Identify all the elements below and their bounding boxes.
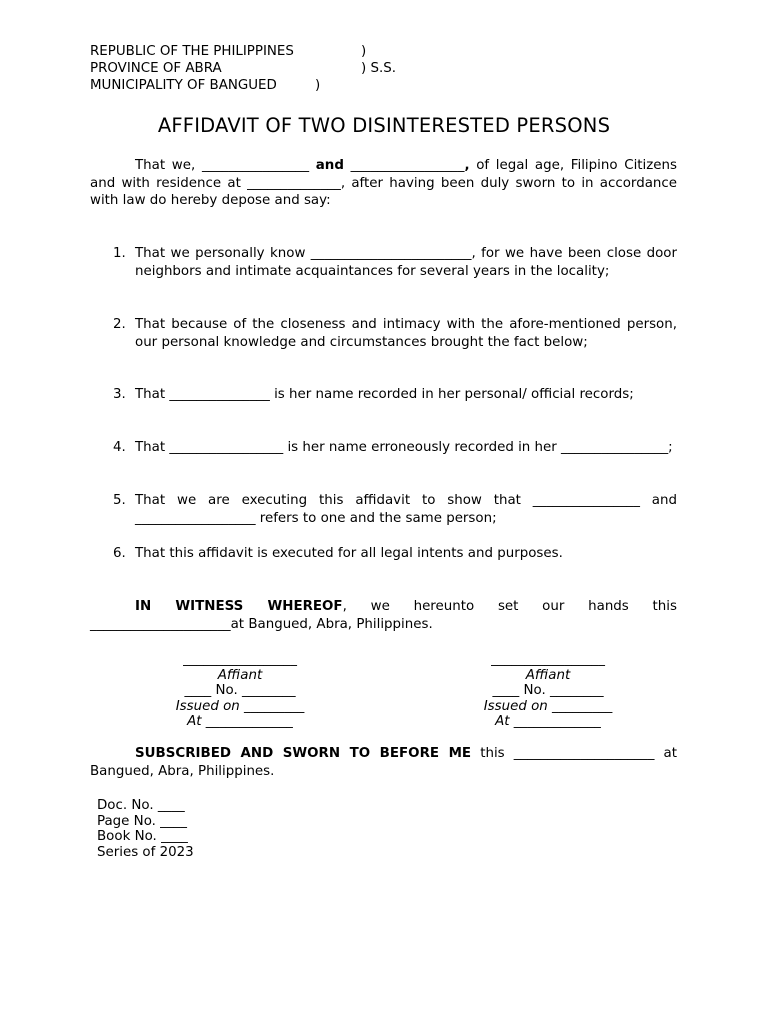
issued-at-line: At _____________ bbox=[495, 714, 601, 729]
subscribed-paragraph: SUBSCRIBED AND SWORN TO BEFORE ME this _____________________ at Bangued, Abra, Philippines. bbox=[90, 746, 677, 779]
affiant-label: Affiant bbox=[525, 667, 571, 683]
issued-at-line: At _____________ bbox=[187, 714, 293, 729]
venue-block bbox=[90, 43, 396, 94]
affiant-signature-right bbox=[448, 652, 648, 730]
doc-number: Doc. No. ____ bbox=[97, 798, 185, 813]
book-number: Book No. ____ bbox=[97, 829, 188, 845]
signature-line: _________________ bbox=[491, 652, 605, 667]
notarial-doc-info bbox=[97, 798, 194, 861]
affiant-label: Affiant bbox=[217, 667, 263, 683]
affidavit-page: REPUBLIC OF THE PHILIPPINES ) PROVINCE OF ABRA ) S.S. MUNICIPALITY OF BANGUED ) AFFIDAVIT OF TWO DISINTERESTED PERSONS That we, ________________ and _________________, of legal age, Filipino Citizens and with residence at ______________, after having been duly sworn to in accordance with law do hereby depose and say: 1. That we personally know ________________________, for we have been close door neighbors and intimate acquaintances for several years in the locality; 2. That because of the closeness and intimacy with the afore-mentioned person, our personal knowledge and circumstances brought the fact below; 3. That _______________ is her name recorded in her personal/ official records; 4. That _________________ is her name erroneously recorded in her ________________; 5. That we are executing this affidavit to show that ________________ and __________________ refers to one and the same person; 6. That this affidavit is executed for all legal intents and purposes. IN WITNESS WHEREOF, we hereunto set our hands this _____________________at Bangued, Abra, Philippines. _________________ Affiant ____ No. ________ Issued on _________ At _____________ _________________ Affiant ____ No. ________ Issued on _________ At _____________ SUBSCRIBED AND SWORN TO BEFORE ME this _____________________ at Bangued, Abra, Philippines. Doc. No. ____ Page No. ____ Book No. ____ Series of 2023 bbox=[0, 0, 768, 1024]
id-number-line: ____ No. ________ bbox=[492, 683, 604, 698]
witness-paragraph: IN WITNESS WHEREOF, we hereunto set our hands this _____________________at Bangued, Abra, Philippines. bbox=[90, 599, 677, 632]
signature-line: _________________ bbox=[183, 652, 297, 667]
document-title: AFFIDAVIT OF TWO DISINTERESTED PERSONS bbox=[157, 114, 611, 137]
issued-on-line: Issued on _________ bbox=[483, 698, 613, 714]
id-number-line: ____ No. ________ bbox=[184, 683, 296, 698]
issued-on-line: Issued on _________ bbox=[175, 698, 305, 714]
intro-paragraph: That we, ________________ and _________________, of legal age, Filipino Citizens and with residence at ______________, after having been duly sworn to in accordance with law do hereby depose and say: bbox=[90, 158, 678, 209]
venue-line-municipality: MUNICIPALITY OF BANGUED ) bbox=[90, 78, 321, 93]
venue-line-province: PROVINCE OF ABRA ) S.S. bbox=[90, 61, 396, 76]
venue-line-republic: REPUBLIC OF THE PHILIPPINES ) bbox=[90, 44, 367, 59]
affiant-signature-left bbox=[140, 652, 340, 730]
series-year: Series of 2023 bbox=[97, 845, 194, 861]
page-number: Page No. ____ bbox=[97, 813, 187, 829]
